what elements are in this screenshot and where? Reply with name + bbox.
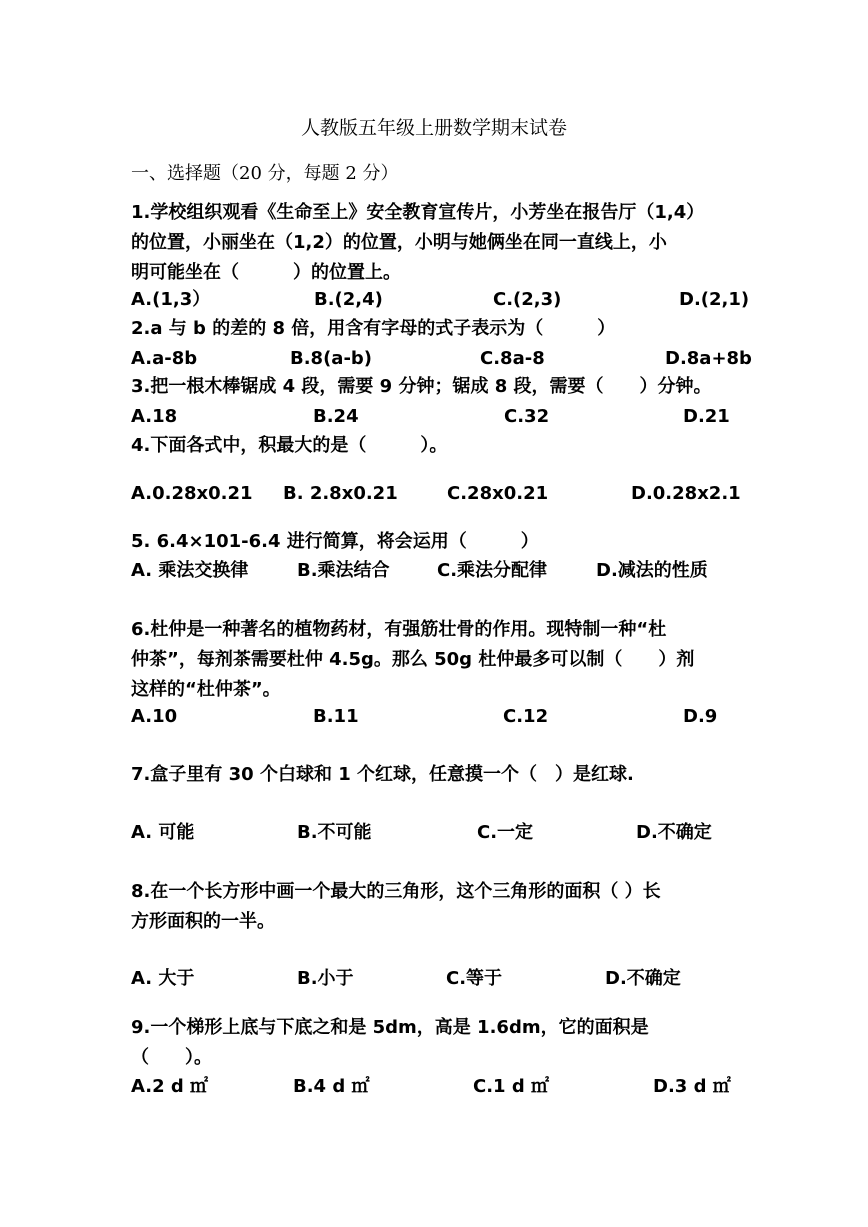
option-a: A.18	[131, 406, 178, 427]
option-b: B.不可能	[297, 822, 372, 843]
option-a: A.2 d ㎡	[131, 1076, 209, 1097]
options-6	[131, 703, 737, 731]
option-a: A.0.28x0.21	[131, 483, 253, 504]
question-2	[131, 314, 737, 344]
question-4	[131, 431, 737, 461]
question-line: 1.学校组织观看《生命至上》安全教育宣传片，小芳坐在报告厅（1,4）	[131, 202, 705, 223]
options-4	[131, 480, 741, 508]
option-a: A. 可能	[131, 822, 195, 843]
option-b: B.4 d ㎡	[293, 1076, 370, 1097]
question-line: 明可能坐在（ ）的位置上。	[131, 262, 401, 283]
options-9	[131, 1073, 737, 1101]
option-a: A.(1,3）	[131, 289, 211, 310]
option-c: C.8a-8	[480, 348, 545, 369]
question-line: 9.一个梯形上底与下底之和是 5dm，高是 1.6dm，它的面积是	[131, 1017, 649, 1038]
option-b: B.11	[313, 706, 359, 727]
options-8	[131, 965, 737, 993]
option-d: D.21	[683, 406, 730, 427]
question-5	[131, 527, 737, 557]
option-c: C.28x0.21	[447, 483, 549, 504]
question-7	[131, 760, 737, 790]
question-line: （ ）。	[131, 1047, 212, 1068]
option-d: D.8a+8b	[665, 348, 752, 369]
option-b: B.(2,4)	[314, 289, 383, 310]
section-heading: 一、选择题（20 分，每题 2 分）	[131, 163, 399, 184]
options-5	[131, 557, 737, 585]
option-c: C.32	[504, 406, 550, 427]
option-d: D.3 d ㎡	[653, 1076, 731, 1097]
question-1	[131, 198, 737, 288]
option-d: D.不确定	[636, 822, 712, 843]
option-d: D.减法的性质	[596, 560, 708, 581]
option-a: A. 大于	[131, 968, 195, 989]
question-line: 3.把一根木棒锯成 4 段，需要 9 分钟；锯成 8 段，需要（ ）分钟。	[131, 376, 712, 397]
question-6	[131, 615, 737, 705]
options-7	[131, 819, 737, 847]
options-2	[131, 345, 752, 373]
question-3	[131, 372, 737, 402]
option-c: C.12	[503, 706, 549, 727]
option-d: D.(2,1)	[679, 289, 750, 310]
option-b: B.24	[313, 406, 359, 427]
question-line: 5. 6.4×101-6.4 进行简算，将会运用（ ）	[131, 531, 539, 552]
question-line: 方形面积的一半。	[131, 911, 275, 932]
option-a: A.a-8b	[131, 348, 198, 369]
option-b: B.8(a-b)	[290, 348, 373, 369]
option-b: B.乘法结合	[297, 560, 390, 581]
option-d: D.9	[683, 706, 718, 727]
option-c: C.一定	[477, 822, 534, 843]
question-line: 7.盒子里有 30 个白球和 1 个红球，任意摸一个（ ）是红球.	[131, 764, 634, 785]
option-c: C.等于	[446, 968, 503, 989]
question-8	[131, 877, 737, 937]
option-a: A. 乘法交换律	[131, 560, 249, 581]
question-line: 这样的“杜仲茶”。	[131, 679, 281, 700]
option-c: C.1 d ㎡	[473, 1076, 549, 1097]
options-1	[131, 286, 750, 314]
option-a: A.10	[131, 706, 178, 727]
options-3	[131, 403, 737, 431]
question-line: 4.下面各式中，积最大的是（ ）。	[131, 435, 448, 456]
question-line: 8.在一个长方形中画一个最大的三角形，这个三角形的面积（ ）长	[131, 881, 661, 902]
option-d: D.0.28x2.1	[631, 483, 741, 504]
question-9	[131, 1013, 737, 1073]
question-line: 2.a 与 b 的差的 8 倍，用含有字母的式子表示为（ ）	[131, 318, 616, 339]
option-c: C.乘法分配律	[437, 560, 548, 581]
question-line: 仲茶”，每剂茶需要杜仲 4.5g。那么 50g 杜仲最多可以制（ ）剂	[131, 649, 695, 670]
exam-title: 人教版五年级上册数学期末试卷	[300, 117, 567, 139]
question-line: 的位置，小丽坐在（1,2）的位置，小明与她俩坐在同一直线上，小	[131, 232, 667, 253]
option-b: B.小于	[297, 968, 354, 989]
option-c: C.(2,3)	[493, 289, 562, 310]
question-line: 6.杜仲是一种著名的植物药材，有强筋壮骨的作用。现特制一种“杜	[131, 619, 667, 640]
option-d: D.不确定	[605, 968, 681, 989]
option-b: B. 2.8x0.21	[283, 483, 398, 504]
